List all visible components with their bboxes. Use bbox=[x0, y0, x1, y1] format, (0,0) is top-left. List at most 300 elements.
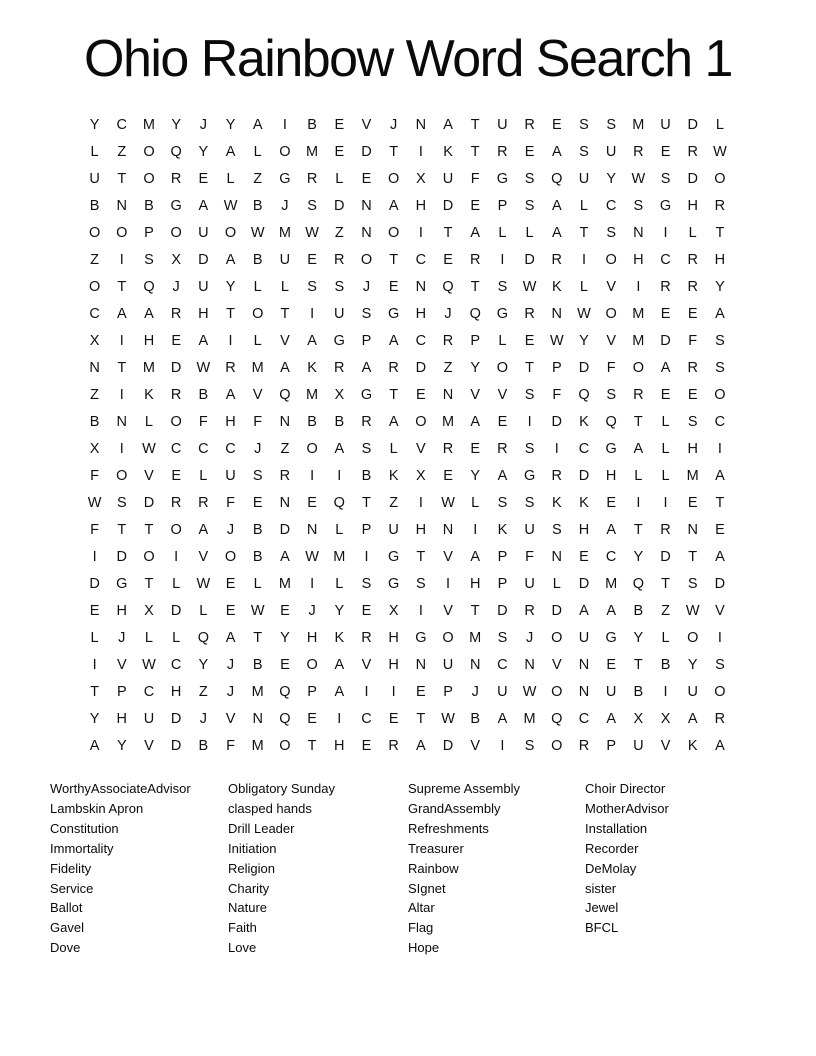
grid-letter: L bbox=[389, 441, 398, 457]
grid-letter: O bbox=[714, 171, 726, 187]
grid-letter: S bbox=[252, 468, 263, 484]
grid-letter: R bbox=[687, 279, 698, 295]
grid-letter: O bbox=[551, 738, 563, 754]
grid-letter: N bbox=[306, 522, 318, 538]
grid-letter: M bbox=[632, 117, 645, 133]
grid-letter: Z bbox=[389, 495, 399, 511]
grid-letter: X bbox=[416, 468, 426, 484]
grid-letter: V bbox=[144, 468, 154, 484]
grid-letter: A bbox=[551, 144, 562, 160]
grid-letter: K bbox=[307, 360, 317, 376]
grid-letter: H bbox=[415, 198, 427, 214]
grid-letter: U bbox=[279, 252, 291, 268]
word-list-item: Altar bbox=[408, 900, 435, 916]
grid-letter: O bbox=[143, 144, 155, 160]
grid-letter: C bbox=[415, 333, 427, 349]
grid-letter: S bbox=[361, 441, 372, 457]
grid-letter: W bbox=[441, 711, 455, 727]
grid-letter: Z bbox=[117, 144, 127, 160]
grid-letter: R bbox=[497, 441, 508, 457]
grid-letter: Y bbox=[470, 468, 481, 484]
grid-letter: H bbox=[687, 441, 698, 457]
grid-letter: I bbox=[310, 468, 315, 484]
grid-letter: H bbox=[469, 576, 481, 592]
grid-letter: J bbox=[308, 603, 316, 619]
grid-letter: R bbox=[469, 252, 481, 268]
grid-letter: V bbox=[361, 657, 372, 673]
grid-letter: I bbox=[663, 684, 668, 700]
grid-letter: S bbox=[334, 279, 345, 295]
grid-letter: L bbox=[579, 198, 588, 214]
grid-letter: M bbox=[333, 549, 346, 565]
grid-letter: O bbox=[306, 657, 318, 673]
grid-letter: V bbox=[198, 549, 209, 565]
grid-letter: F bbox=[525, 549, 535, 565]
grid-letter: Q bbox=[279, 387, 291, 403]
grid-letter: M bbox=[278, 576, 291, 592]
grid-letter: M bbox=[251, 360, 264, 376]
grid-letter: Y bbox=[89, 711, 100, 727]
grid-letter: T bbox=[144, 576, 154, 592]
word-list-item: Flag bbox=[408, 920, 434, 936]
grid-letter: D bbox=[334, 198, 345, 214]
grid-letter: Y bbox=[633, 549, 644, 565]
grid-letter: I bbox=[337, 468, 342, 484]
grid-letter: I bbox=[418, 225, 423, 241]
grid-letter: M bbox=[441, 414, 455, 430]
grid-letter: P bbox=[606, 738, 616, 754]
grid-letter: T bbox=[362, 495, 371, 511]
grid-letter: K bbox=[334, 630, 345, 646]
grid-letter: Y bbox=[715, 279, 725, 295]
grid-letter: R bbox=[578, 738, 590, 754]
grid-letter: D bbox=[442, 198, 454, 214]
grid-letter: V bbox=[416, 441, 426, 457]
word-list-item: sister bbox=[585, 880, 617, 896]
grid-letter: S bbox=[606, 387, 616, 403]
grid-letter: O bbox=[415, 414, 427, 430]
word-list-column-4 bbox=[585, 779, 669, 938]
grid-letter: A bbox=[470, 414, 481, 430]
grid-letter: M bbox=[632, 333, 645, 349]
grid-letter: H bbox=[225, 414, 236, 430]
grid-letter: X bbox=[89, 441, 100, 457]
word-list-item: Installation bbox=[585, 820, 648, 836]
word-list-column-1 bbox=[50, 779, 228, 958]
grid-letter: I bbox=[119, 252, 124, 268]
grid-letter: J bbox=[471, 684, 479, 700]
grid-letter: D bbox=[279, 522, 291, 538]
grid-letter: H bbox=[633, 252, 644, 268]
grid-letter: S bbox=[524, 738, 535, 754]
grid-letter: Q bbox=[170, 144, 182, 160]
grid-letter: A bbox=[225, 387, 236, 403]
grid-letter: L bbox=[253, 333, 262, 349]
grid-letter: D bbox=[578, 576, 590, 592]
grid-letter: V bbox=[497, 387, 508, 403]
grid-letter: D bbox=[687, 117, 698, 133]
grid-letter: F bbox=[198, 414, 208, 430]
grid-letter: D bbox=[198, 252, 209, 268]
word-list-item: Drill Leader bbox=[228, 820, 295, 836]
grid-letter: E bbox=[307, 252, 317, 268]
grid-letter: S bbox=[307, 198, 317, 214]
grid-letter: E bbox=[443, 252, 453, 268]
grid-row bbox=[81, 652, 735, 679]
grid-letter: T bbox=[117, 279, 127, 295]
grid-letter: W bbox=[305, 549, 319, 565]
word-list-item: Ballot bbox=[50, 900, 83, 916]
grid-letter: D bbox=[551, 414, 563, 430]
grid-letter: Y bbox=[579, 333, 589, 349]
grid-letter: A bbox=[715, 738, 725, 754]
grid-letter: R bbox=[524, 306, 535, 322]
grid-letter: H bbox=[116, 711, 128, 727]
grid-letter: U bbox=[578, 630, 590, 646]
grid-letter: L bbox=[253, 576, 262, 592]
grid-letter: P bbox=[361, 333, 372, 349]
grid-letter: A bbox=[715, 549, 725, 565]
grid-letter: N bbox=[442, 522, 454, 538]
grid-letter: Y bbox=[280, 630, 290, 646]
grid-letter: G bbox=[415, 630, 427, 646]
grid-letter: M bbox=[251, 738, 264, 754]
grid-letter: N bbox=[578, 657, 590, 673]
grid-letter: O bbox=[224, 549, 237, 565]
grid-letter: F bbox=[253, 414, 263, 430]
grid-letter: V bbox=[252, 387, 263, 403]
grid-letter: U bbox=[633, 738, 644, 754]
grid-letter: C bbox=[225, 441, 236, 457]
grid-letter: I bbox=[446, 576, 451, 592]
grid-letter: D bbox=[442, 738, 454, 754]
grid-letter: V bbox=[551, 657, 562, 673]
grid-letter: I bbox=[119, 441, 124, 457]
grid-row bbox=[81, 733, 735, 760]
grid-letter: J bbox=[444, 306, 452, 322]
grid-letter: O bbox=[143, 171, 155, 187]
grid-letter: W bbox=[196, 360, 211, 376]
grid-row bbox=[81, 112, 735, 139]
grid-letter: J bbox=[118, 630, 126, 646]
word-list-item: Initiation bbox=[228, 840, 277, 856]
grid-letter: N bbox=[415, 117, 427, 133]
grid-letter: V bbox=[606, 279, 616, 295]
grid-letter: I bbox=[663, 225, 668, 241]
grid-letter: A bbox=[416, 738, 426, 754]
grid-letter: K bbox=[497, 522, 508, 538]
grid-letter: E bbox=[334, 144, 345, 160]
grid-letter: L bbox=[253, 279, 262, 295]
grid-letter: T bbox=[307, 738, 317, 754]
grid-letter: R bbox=[170, 387, 182, 403]
grid-letter: S bbox=[144, 252, 154, 268]
grid-letter: W bbox=[142, 657, 156, 673]
grid-letter: C bbox=[89, 306, 100, 322]
grid-letter: M bbox=[605, 576, 618, 592]
grid-letter: N bbox=[116, 198, 128, 214]
grid-letter: O bbox=[551, 684, 563, 700]
grid-letter: E bbox=[687, 387, 698, 403]
grid-letter: W bbox=[223, 198, 238, 214]
grid-letter: A bbox=[280, 549, 290, 565]
grid-letter: B bbox=[144, 198, 154, 214]
grid-letter: T bbox=[416, 711, 426, 727]
grid-letter: B bbox=[252, 198, 263, 214]
grid-row bbox=[81, 166, 735, 193]
grid-letter: A bbox=[334, 441, 345, 457]
grid-letter: B bbox=[89, 198, 100, 214]
grid-letter: Z bbox=[253, 171, 263, 187]
grid-letter: U bbox=[497, 117, 508, 133]
word-list-item: Fidelity bbox=[50, 860, 92, 876]
grid-letter: A bbox=[715, 306, 725, 322]
grid-letter: V bbox=[660, 738, 671, 754]
word-list-item: Treasurer bbox=[408, 840, 464, 856]
grid-letter: P bbox=[443, 684, 453, 700]
grid-letter: I bbox=[418, 495, 423, 511]
grid-letter: J bbox=[226, 684, 235, 700]
grid-row bbox=[81, 409, 735, 436]
grid-row bbox=[81, 679, 735, 706]
grid-letter: M bbox=[686, 468, 699, 484]
grid-letter: E bbox=[307, 711, 317, 727]
grid-letter: S bbox=[715, 333, 725, 349]
grid-letter: W bbox=[713, 144, 727, 160]
grid-letter: K bbox=[551, 495, 562, 511]
grid-letter: E bbox=[334, 117, 345, 133]
grid-letter: L bbox=[172, 630, 181, 646]
grid-letter: B bbox=[633, 603, 644, 619]
grid-letter: Z bbox=[90, 252, 100, 268]
grid-letter: A bbox=[198, 198, 209, 214]
grid-letter: Y bbox=[198, 144, 209, 160]
grid-row bbox=[81, 544, 735, 571]
grid-letter: G bbox=[659, 198, 672, 214]
grid-letter: N bbox=[551, 549, 563, 565]
grid-letter: T bbox=[688, 549, 698, 565]
grid-letter: R bbox=[225, 360, 236, 376]
grid-letter: R bbox=[279, 468, 291, 484]
grid-letter: O bbox=[279, 738, 291, 754]
grid-letter: X bbox=[89, 333, 100, 349]
grid-letter: U bbox=[578, 171, 590, 187]
grid-letter: V bbox=[443, 549, 453, 565]
grid-letter: U bbox=[687, 684, 698, 700]
grid-letter: O bbox=[116, 468, 128, 484]
grid-row bbox=[81, 139, 735, 166]
grid-letter: W bbox=[631, 171, 646, 187]
grid-letter: L bbox=[280, 279, 289, 295]
grid-letter: M bbox=[523, 711, 536, 727]
grid-letter: E bbox=[715, 522, 725, 538]
grid-letter: L bbox=[498, 225, 507, 241]
grid-letter: D bbox=[170, 711, 182, 727]
grid-letter: N bbox=[469, 657, 481, 673]
grid-letter: R bbox=[388, 360, 399, 376]
grid-letter: S bbox=[687, 576, 698, 592]
grid-letter: A bbox=[198, 333, 209, 349]
grid-letter: V bbox=[116, 657, 127, 673]
grid-letter: X bbox=[171, 252, 181, 268]
word-list-column-3 bbox=[408, 779, 585, 958]
word-list-item: Obligatory Sunday bbox=[228, 781, 335, 796]
grid-letter: I bbox=[310, 576, 315, 592]
grid-letter: O bbox=[252, 306, 264, 322]
grid-letter: N bbox=[116, 414, 128, 430]
word-list-item: Faith bbox=[228, 920, 257, 936]
grid-letter: O bbox=[143, 549, 155, 565]
grid-letter: E bbox=[687, 495, 698, 511]
grid-letter: R bbox=[714, 711, 726, 727]
grid-letter: I bbox=[527, 414, 532, 430]
grid-letter: B bbox=[252, 252, 263, 268]
grid-letter: A bbox=[198, 522, 209, 538]
grid-letter: S bbox=[524, 171, 535, 187]
grid-letter: M bbox=[142, 117, 156, 133]
grid-letter: R bbox=[660, 279, 671, 295]
grid-letter: R bbox=[687, 360, 698, 376]
grid-letter: M bbox=[142, 360, 156, 376]
grid-letter: A bbox=[606, 522, 616, 538]
grid-letter: V bbox=[225, 711, 236, 727]
grid-letter: O bbox=[88, 225, 101, 241]
grid-letter: Q bbox=[279, 684, 291, 700]
grid-letter: A bbox=[497, 468, 508, 484]
grid-letter: R bbox=[170, 306, 182, 322]
grid-letter: J bbox=[254, 441, 262, 457]
word-list-item: Dove bbox=[50, 940, 81, 956]
grid-letter: H bbox=[334, 738, 345, 754]
grid-letter: O bbox=[88, 279, 101, 295]
grid-letter: W bbox=[522, 279, 537, 295]
grid-letter: W bbox=[142, 441, 156, 457]
grid-letter: I bbox=[500, 252, 505, 268]
word-search-grid bbox=[81, 112, 735, 760]
grid-letter: S bbox=[715, 657, 725, 673]
grid-letter: D bbox=[116, 549, 128, 565]
grid-letter: R bbox=[170, 495, 182, 511]
grid-letter: U bbox=[524, 576, 535, 592]
grid-letter: R bbox=[334, 252, 345, 268]
grid-letter: X bbox=[416, 171, 426, 187]
grid-letter: A bbox=[388, 198, 399, 214]
grid-letter: H bbox=[605, 468, 617, 484]
grid-letter: E bbox=[252, 495, 263, 511]
grid-letter: F bbox=[688, 333, 698, 349]
grid-letter: E bbox=[660, 387, 671, 403]
grid-letter: C bbox=[415, 252, 427, 268]
grid-letter: V bbox=[470, 738, 481, 754]
grid-letter: Z bbox=[334, 225, 344, 241]
grid-letter: O bbox=[605, 252, 617, 268]
grid-letter: E bbox=[497, 414, 508, 430]
grid-letter: C bbox=[578, 441, 590, 457]
grid-letter: Y bbox=[606, 171, 616, 187]
grid-letter: D bbox=[361, 144, 372, 160]
grid-letter: I bbox=[636, 279, 641, 295]
grid-letter: E bbox=[660, 306, 671, 322]
grid-letter: I bbox=[228, 333, 233, 349]
grid-letter: O bbox=[360, 252, 373, 268]
grid-letter: K bbox=[579, 495, 589, 511]
grid-row bbox=[81, 463, 735, 490]
grid-letter: R bbox=[442, 333, 454, 349]
grid-row bbox=[81, 220, 735, 247]
grid-letter: T bbox=[633, 414, 643, 430]
grid-letter: W bbox=[305, 225, 319, 241]
grid-letter: U bbox=[89, 171, 100, 187]
word-list-item: Service bbox=[50, 880, 94, 896]
grid-letter: A bbox=[89, 738, 100, 754]
grid-letter: L bbox=[525, 225, 534, 241]
grid-letter: E bbox=[524, 333, 535, 349]
grid-letter: T bbox=[117, 522, 127, 538]
grid-letter: Y bbox=[470, 360, 481, 376]
grid-letter: T bbox=[470, 603, 480, 619]
grid-letter: N bbox=[442, 387, 454, 403]
grid-letter: A bbox=[116, 306, 127, 322]
grid-letter: E bbox=[361, 603, 372, 619]
grid-letter: T bbox=[280, 306, 290, 322]
grid-letter: F bbox=[226, 495, 235, 511]
grid-letter: G bbox=[388, 306, 400, 322]
grid-letter: L bbox=[335, 171, 344, 187]
grid-letter: A bbox=[687, 711, 698, 727]
grid-letter: J bbox=[199, 711, 207, 727]
grid-letter: O bbox=[279, 144, 291, 160]
grid-letter: T bbox=[470, 279, 480, 295]
grid-letter: Z bbox=[198, 684, 208, 700]
word-list-item: Love bbox=[228, 940, 257, 956]
grid-letter: G bbox=[360, 387, 373, 403]
grid-letter: A bbox=[280, 360, 290, 376]
grid-letter: H bbox=[198, 306, 209, 322]
grid-letter: E bbox=[660, 144, 671, 160]
grid-letter: Z bbox=[280, 441, 290, 457]
grid-letter: B bbox=[252, 549, 263, 565]
grid-letter: A bbox=[660, 360, 671, 376]
grid-letter: D bbox=[551, 603, 563, 619]
grid-letter: A bbox=[225, 252, 236, 268]
grid-letter: E bbox=[361, 171, 372, 187]
grid-letter: E bbox=[280, 657, 290, 673]
grid-letter: S bbox=[524, 495, 535, 511]
grid-letter: G bbox=[523, 468, 536, 484]
grid-letter: J bbox=[226, 522, 235, 538]
grid-row bbox=[81, 247, 735, 274]
grid-letter: G bbox=[170, 198, 182, 214]
grid-letter: M bbox=[632, 306, 645, 322]
grid-letter: B bbox=[198, 387, 209, 403]
grid-letter: T bbox=[389, 252, 399, 268]
grid-letter: A bbox=[470, 549, 481, 565]
grid-letter: T bbox=[715, 495, 725, 511]
grid-letter: O bbox=[551, 630, 563, 646]
grid-row bbox=[81, 706, 735, 733]
grid-letter: T bbox=[416, 549, 426, 565]
grid-letter: C bbox=[198, 441, 209, 457]
grid-letter: I bbox=[337, 711, 342, 727]
grid-letter: E bbox=[388, 279, 399, 295]
grid-letter: V bbox=[144, 738, 154, 754]
grid-letter: U bbox=[442, 657, 454, 673]
grid-letter: K bbox=[388, 468, 399, 484]
grid-letter: C bbox=[605, 549, 617, 565]
grid-letter: L bbox=[498, 333, 507, 349]
grid-letter: D bbox=[497, 603, 508, 619]
grid-letter: L bbox=[661, 414, 670, 430]
